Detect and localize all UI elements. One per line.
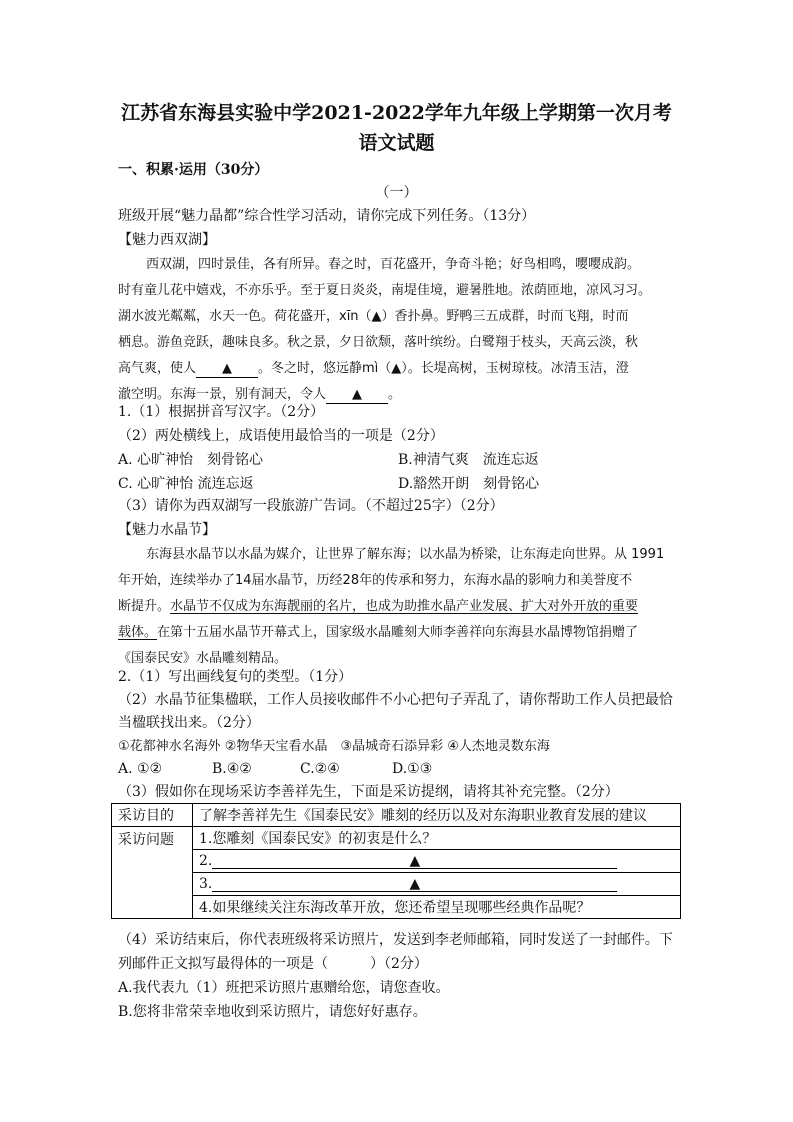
question-2-2: （2）水晶节征集楹联，工作人员接收邮件不小心把句子弄乱了，请你帮助工作人员把最恰 <box>118 692 673 708</box>
question-item-3[interactable] <box>193 873 681 896</box>
passage-line <box>118 594 678 620</box>
option-c[interactable]: C.②④ <box>300 761 340 777</box>
passage-line: 栖息。游鱼竞跃，趣味良多。秋之景，夕日欲颓，落叶缤纷。白鹭翔于枝头，天高云淡，秋 <box>118 335 639 350</box>
passage-line: 东海县水晶节以水晶为媒介，让世界了解东海；以水晶为桥梁，让东海走向世界。从 1991 <box>146 547 665 562</box>
option-c[interactable]: C. 心旷神怡 流连忘返 <box>118 476 254 492</box>
option-b[interactable]: B.神清气爽 流连忘返 <box>398 452 539 468</box>
passage-text: 澈空明。东海一景，别有洞天，令人 <box>118 387 327 402</box>
underlined-sentence: 水晶节不仅成为东海靓丽的名片，也成为助推水晶产业发展、扩大对外开放的重要 <box>170 599 639 614</box>
answer-blank-2[interactable]: ▲ <box>212 854 617 869</box>
question-1-2: （2）两处横线上，成语使用最恰当的一项是（2分） <box>118 428 444 444</box>
option-a[interactable]: A. 心旷神怡 刻骨铭心 <box>118 452 264 468</box>
passage-line: 时有童儿花中嬉戏，不亦乐乎。至于夏日炎炎，南堤佳境，避暑胜地。浓荫匝地，凉风习习。 <box>118 283 652 298</box>
crystal-heading: 【魅力水晶节】 <box>118 522 216 538</box>
question-1-1: 1.（1）根据拼音写汉字。（2分） <box>118 404 325 420</box>
option-d[interactable]: D.豁然开朗 刻骨铭心 <box>398 476 540 492</box>
option-a[interactable]: A.我代表九（1）班把采访照片惠赠给您，请您查收。 <box>118 980 450 996</box>
passage-text: 断提升。 <box>118 599 171 614</box>
task-intro: 班级开展“魅力晶都”综合性学习活动，请你完成下列任务。（13分） <box>118 208 536 224</box>
question-2-3: （3）假如你在现场采访李善祥先生，下面是采访提纲，请将其补充完整。（2分） <box>118 784 619 800</box>
section-heading: 一、积累·运用（30分） <box>118 162 269 178</box>
purpose-label: 采访目的 <box>112 804 193 827</box>
passage-text: 。 <box>388 387 402 402</box>
questions-label: 采访问题 <box>112 827 193 919</box>
passage-line: 湖水波光粼粼，水天一色。荷花盛开，xīn（▲）香扑鼻。野鸭三五成群，时而飞翔，时而 <box>118 309 629 324</box>
question-2-1: 2.（1）写出画线复句的类型。（1分） <box>118 669 353 685</box>
passage-line <box>118 356 678 382</box>
answer-blank-3[interactable]: ▲ <box>212 877 617 892</box>
underlined-sentence-end: 载体。 <box>118 625 158 640</box>
passage-text: 在第十五届水晶节开幕式上，国家级水晶雕刻大师李善祥向东海县水晶博物馆捐赠了 <box>157 625 639 640</box>
question-1-3: （3）请你为西双湖写一段旅游广告词。（不超过25字）（2分） <box>118 498 504 514</box>
purpose-text: 了解李善祥先生《国泰民安》雕刻的经历以及对东海职业教育发展的建议 <box>193 804 681 827</box>
option-b[interactable]: B.您将非常荣幸地收到采访照片，请您好好惠存。 <box>118 1004 427 1020</box>
question-item-1: 1.您雕刻《国泰民安》的初衷是什么？ <box>193 827 681 850</box>
item-number: 3. <box>199 876 213 892</box>
passage-line: 《国泰民安》水晶雕刻精品。 <box>118 651 288 666</box>
option-b[interactable]: B.④② <box>212 761 252 777</box>
passage-line: 西双湖，四时景佳，各有所异。春之时，百花盛开，争奇斗艳；好鸟相鸣，嘤嘤成韵。 <box>146 257 641 272</box>
passage-text: 。冬之时，悠远静mì（▲）。长堤高树，玉树琼枝。冰清玉洁，澄 <box>258 361 629 376</box>
lake-heading: 【魅力西双湖】 <box>118 232 216 248</box>
exam-subtitle: 语文试题 <box>358 132 435 154</box>
question-2-4-cont: 列邮件正文拟写最得体的一项是（ ）（2分） <box>118 956 428 972</box>
table-row <box>112 827 681 850</box>
passage-text: 高气爽，使人 <box>118 361 197 376</box>
crystal-passage <box>118 542 678 672</box>
idiom-blank-1[interactable]: ▲ <box>196 361 258 378</box>
couplet-list: ①花都神水名海外 ②物华天宝看水晶 ③晶城奇石添异彩 ④人杰地灵数东海 <box>118 739 550 754</box>
option-a[interactable]: A. ①② <box>118 761 163 777</box>
part-label: （一） <box>375 185 418 201</box>
passage-line <box>118 620 678 646</box>
exam-title: 江苏省东海县实验中学2021-2022学年九年级上学期第一次月考 <box>121 102 672 124</box>
table-row <box>112 896 681 919</box>
item-number: 2. <box>199 853 213 869</box>
table-row <box>112 804 681 827</box>
interview-outline-table <box>111 803 681 919</box>
table-row <box>112 873 681 896</box>
question-item-2[interactable] <box>193 850 681 873</box>
option-d[interactable]: D.①③ <box>392 761 433 777</box>
passage-line: 年开始，连续举办了14届水晶节，历经28年的传承和努力，东海水晶的影响力和美誉度不 <box>118 573 633 588</box>
question-2-4: （4）采访结束后，你代表班级将采访照片，发送到李老师邮箱，同时发送了一封邮件。下 <box>118 932 673 948</box>
idiom-blank-2[interactable]: ▲ <box>326 387 388 404</box>
question-item-4: 4.如果继续关注东海改革开放，您还希望呈现哪些经典作品呢？ <box>193 896 681 919</box>
table-row <box>112 850 681 873</box>
lake-passage <box>118 252 678 408</box>
question-2-2-cont: 当楹联找出来。（2分） <box>118 715 260 731</box>
